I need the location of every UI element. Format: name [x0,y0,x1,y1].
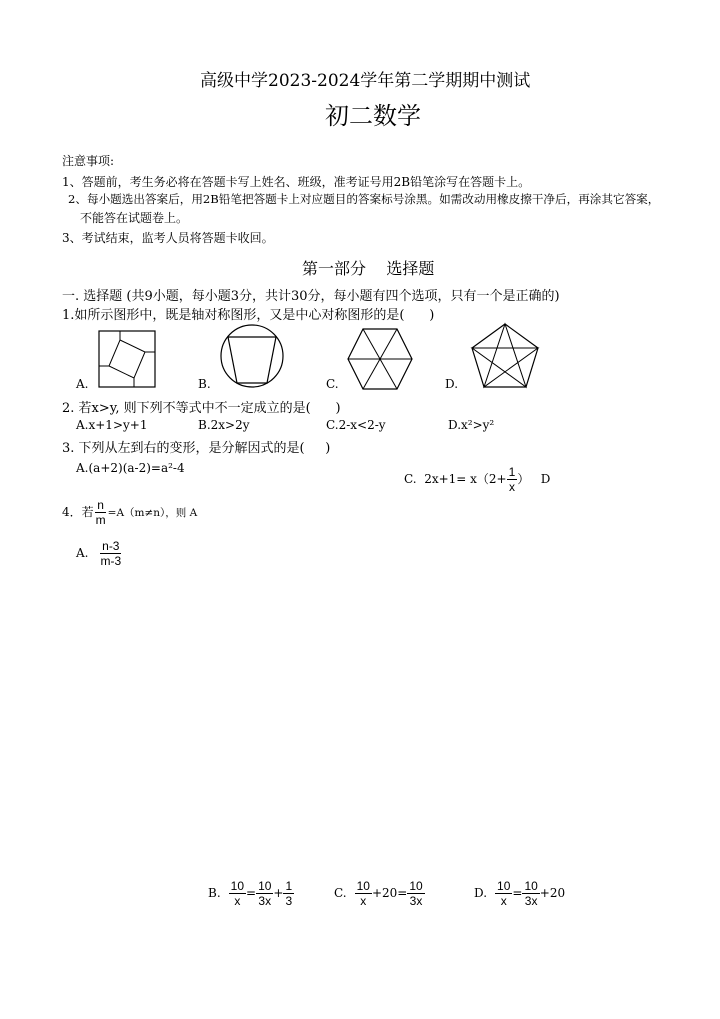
option-c-fraction [507,466,518,493]
fraction [283,880,294,907]
figure-a-square [98,330,158,390]
figure-b-label: B. [198,377,211,391]
question-3-stem: 3. 下列从左到右的变形，是分解因式的是( ) [62,441,331,456]
question-4-stem [62,499,197,526]
fraction-numerator: 10 [230,879,244,893]
question-2-stem: 2. 若x>y, 则下列不等式中不一定成立的是( ) [62,401,341,416]
figure-c-label: C. [326,377,339,391]
question-2-option-c: C.2-x<2-y [326,418,386,432]
notes-heading: 注意事项: [62,154,115,168]
fraction-denominator: x [234,894,241,908]
fraction-denominator: m [95,513,106,527]
q4-prefix: 4．若 [62,505,94,519]
fraction-denominator: m-3 [100,554,122,568]
section-title: 第一部分 选择题 [302,259,435,278]
fraction-denominator: x [360,894,367,908]
figure-d-pentagram [470,323,540,389]
option-c-suffix: ） D [517,472,551,486]
exam-title: 高级中学2023-2024学年第二学期期中测试 [200,71,531,91]
fraction-numerator: 10 [409,879,423,893]
fraction [355,880,372,907]
note-item-3: 3、考试结束，监考人员将答题卡收回。 [62,231,274,245]
equals-sign: = [246,886,257,900]
option-b-label: B. [208,886,221,900]
fraction-denominator: 3x [409,894,423,908]
fraction-numerator: 10 [258,879,272,893]
figure-b-circle-trapezoid [219,323,285,389]
fraction-numerator: n [97,498,104,512]
fraction-denominator: 3x [258,894,272,908]
equals-sign: = [512,886,523,900]
fraction-denominator: x [500,894,507,908]
part-instructions: 一. 选择题 (共9小题，每小题3分，共计30分，每小题有四个选项，只有一个是正确的) [62,289,560,304]
question-3-option-c [404,466,550,493]
fraction-numerator: 1 [285,879,293,893]
note-item-2: 2、每小题选出答案后，用2B铅笔把答题卡上对应题目的答案标号涂黑。如需改动用橡皮擦干净后，再涂其它答案， [68,192,660,206]
question-1-stem: 1.如所示图形中，既是轴对称图形，又是中心对称图形的是( ) [62,308,435,323]
fraction [407,880,424,907]
q4-suffix: =A（m≠n），则 A [107,507,198,519]
fraction-denominator: x [508,480,515,494]
question-5-option-c [334,880,425,907]
note-item-1: 1、答题前，考生务必将在答题卡写上姓名、班级，准考证号用2B铅笔涂写在答题卡上。 [62,175,531,189]
question-4-option-a [76,540,123,567]
option-c-prefix: C. 2x+1= x（2+ [404,472,507,486]
question-5-option-d [474,880,565,907]
subject-title: 初二数学 [325,102,421,130]
q4-fraction [94,499,108,526]
question-2-option-a: A.x+1>y+1 [76,418,148,432]
option-a-label: A. [76,546,89,560]
option-d-label: D. [474,886,488,900]
fraction [229,880,246,907]
option-a-fraction [98,540,123,567]
fraction-numerator: 1 [508,465,516,479]
fraction-numerator: 10 [497,879,511,893]
question-2-option-b: B.2x>2y [198,418,250,432]
plus-twenty-equals: +20= [371,886,408,900]
question-5-option-b [208,880,294,907]
fraction-denominator: 3x [524,894,538,908]
note-item-2-cont: 不能答在试题卷上。 [80,211,189,225]
question-3-option-a: A.(a+2)(a-2)=a²-4 [76,461,185,475]
question-2-option-d: D.x²>y² [448,418,495,432]
fraction-numerator: 10 [524,879,538,893]
figure-d-label: D. [445,377,459,391]
fraction [495,880,512,907]
fraction-numerator: n-3 [102,539,120,553]
fraction-numerator: 10 [356,879,370,893]
figure-c-hexagon [347,328,413,390]
fraction [522,880,539,907]
option-c-label: C. [334,886,347,900]
plus-twenty: +20 [539,886,566,900]
plus-sign: + [273,886,284,900]
figure-a-label: A. [76,377,89,391]
fraction-denominator: 3 [285,894,293,908]
fraction [256,880,273,907]
